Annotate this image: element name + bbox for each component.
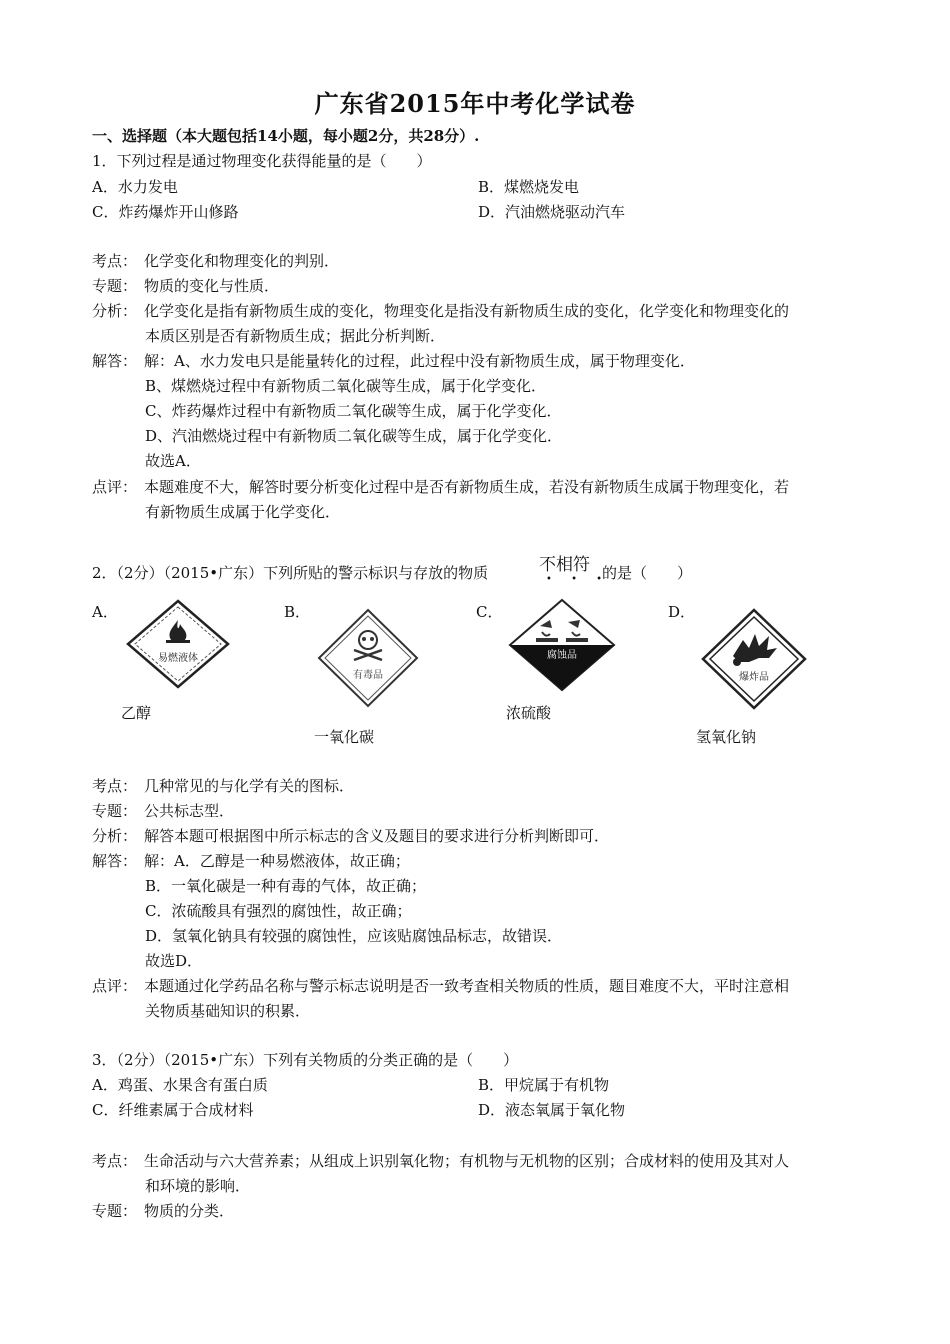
label: 点评： [92, 478, 138, 496]
text: 几种常见的与化学有关的图标． [144, 777, 355, 795]
q1-dianping-cont: 有新物质生成属于化学变化． [145, 503, 341, 521]
text: 本题通过化学药品名称与警示标志说明是否一致考查相关物质的性质，题目难度不大，平时注意相 [144, 977, 790, 995]
q1-jieda-d: D、汽油燃烧过程中有新物质二氧化碳等生成，属于化学变化． [145, 427, 563, 445]
text: 解：A、水力发电只是能量转化的过程，此过程中没有新物质生成，属于物理变化． [144, 352, 695, 370]
text: 公共标志型． [144, 802, 235, 820]
label: 点评： [92, 977, 138, 995]
q1-option-b: B．煤燃烧发电 [478, 178, 580, 196]
sign-a-text: 易燃液体 [158, 653, 198, 664]
label: 解答： [92, 352, 138, 370]
q2-caption-d: 氢氧化钠 [696, 728, 757, 746]
q2-option-d-label: D． [668, 603, 696, 621]
q1-zhuanti [92, 276, 279, 296]
label: 考点： [92, 1152, 138, 1170]
q1-option-c: C．炸药爆炸开山修路 [92, 203, 239, 221]
q1-fenxi-cont: 本质区别是否有新物质生成；据此分析判断． [145, 327, 446, 345]
q2-dianping [92, 976, 789, 996]
q1-fenxi [92, 301, 789, 321]
q1-stem: 1．下列过程是通过物理变化获得能量的是（ ） [92, 152, 432, 170]
q1-jieda-c: C、炸药爆炸过程中有新物质二氧化碳等生成，属于化学变化． [145, 402, 562, 420]
q3-zhuanti [92, 1201, 234, 1221]
q1-option-d: D．汽油燃烧驱动汽车 [478, 203, 626, 221]
q3-kaodian-cont: 和环境的影响． [145, 1177, 251, 1195]
text: 物质的变化与性质． [144, 277, 280, 295]
q2-jieda-c: C．浓硫酸具有强烈的腐蚀性，故正确； [145, 902, 412, 920]
section-heading: 一、选择题（本大题包括14小题，每小题2分，共28分）. [92, 127, 480, 145]
text: 本题难度不大，解答时要分析变化过程中是否有新物质生成，若没有新物质生成属于物理变化，若 [144, 478, 790, 496]
q2-stem-part1: 2．（2分）（2015•广东）下列所贴的警示标识与存放的物质 [92, 564, 489, 582]
text: 化学变化是指有新物质生成的变化，物理变化是指没有新物质生成的变化，化学变化和物理变化的 [144, 302, 790, 320]
label: 分析： [92, 827, 138, 845]
label: 专题： [92, 277, 138, 295]
explosive-sign-icon [697, 606, 811, 712]
q3-stem: 3．（2分）（2015•广东）下列有关物质的分类正确的是（ ） [92, 1051, 519, 1069]
q2-kaodian [92, 776, 354, 796]
text: 解：A．乙醇是一种易燃液体，故正确； [144, 852, 410, 870]
text: 解答本题可根据图中所示标志的含义及题目的要求进行分析判断即可． [144, 827, 610, 845]
q2-option-c-label: C． [476, 603, 503, 621]
q2-jieda [92, 851, 410, 871]
text: 化学变化和物理变化的判别． [144, 252, 340, 270]
sign-d-text: 爆炸品 [739, 672, 769, 683]
q1-answer: 故选A． [145, 452, 201, 470]
q3-option-b: B．甲烷属于有机物 [478, 1076, 610, 1094]
q1-dianping [92, 477, 789, 497]
q2-zhuanti [92, 801, 234, 821]
q2-caption-c: 浓硫酸 [506, 704, 552, 722]
text: 物质的分类． [144, 1202, 235, 1220]
q2-dianping-cont: 关物质基础知识的积累． [145, 1002, 311, 1020]
q3-kaodian [92, 1151, 789, 1171]
q2-caption-b: 一氧化碳 [314, 728, 375, 746]
flammable-liquid-sign-icon [122, 598, 234, 690]
q2-answer: 故选D． [145, 952, 203, 970]
q1-jieda-b: B、煤燃烧过程中有新物质二氧化碳等生成，属于化学变化． [145, 377, 547, 395]
q2-caption-a: 乙醇 [121, 704, 152, 722]
label: 专题： [92, 1202, 138, 1220]
q1-jieda [92, 351, 695, 371]
label: 考点： [92, 777, 138, 795]
q2-jieda-d: D．氢氧化钠具有较强的腐蚀性，应该贴腐蚀品标志，故错误． [145, 927, 563, 945]
q2-jieda-b: B．一氧化碳是一种有毒的气体，故正确； [145, 877, 427, 895]
sign-b-text: 有毒品 [353, 670, 383, 681]
label: 解答： [92, 852, 138, 870]
q2-emphasis: 不相符 [539, 555, 590, 575]
page-title: 广东省2015年中考化学试卷 [314, 89, 636, 118]
sign-c-text: 腐蚀品 [547, 650, 577, 661]
q3-option-a: A．鸡蛋、水果含有蛋白质 [92, 1076, 268, 1094]
emphasis-dots: • • • [546, 574, 611, 585]
toxic-sign-icon [313, 606, 423, 710]
q1-kaodian [92, 251, 339, 271]
q2-option-b-label: B． [284, 603, 311, 621]
label: 分析： [92, 302, 138, 320]
corrosive-sign-icon [506, 598, 618, 692]
text: 生命活动与六大营养素；从组成上识别氧化物；有机物与无机物的区别；合成材料的使用及其对人 [144, 1152, 790, 1170]
q3-option-d: D．液态氧属于氧化物 [478, 1101, 626, 1119]
q1-option-a: A．水力发电 [92, 178, 178, 196]
label: 考点： [92, 252, 138, 270]
label: 专题： [92, 802, 138, 820]
q2-stem-part2: 的是（ ） [602, 564, 693, 582]
q2-option-a-label: A． [92, 603, 118, 621]
q3-option-c: C．纤维素属于合成材料 [92, 1101, 254, 1119]
q2-fenxi [92, 826, 609, 846]
